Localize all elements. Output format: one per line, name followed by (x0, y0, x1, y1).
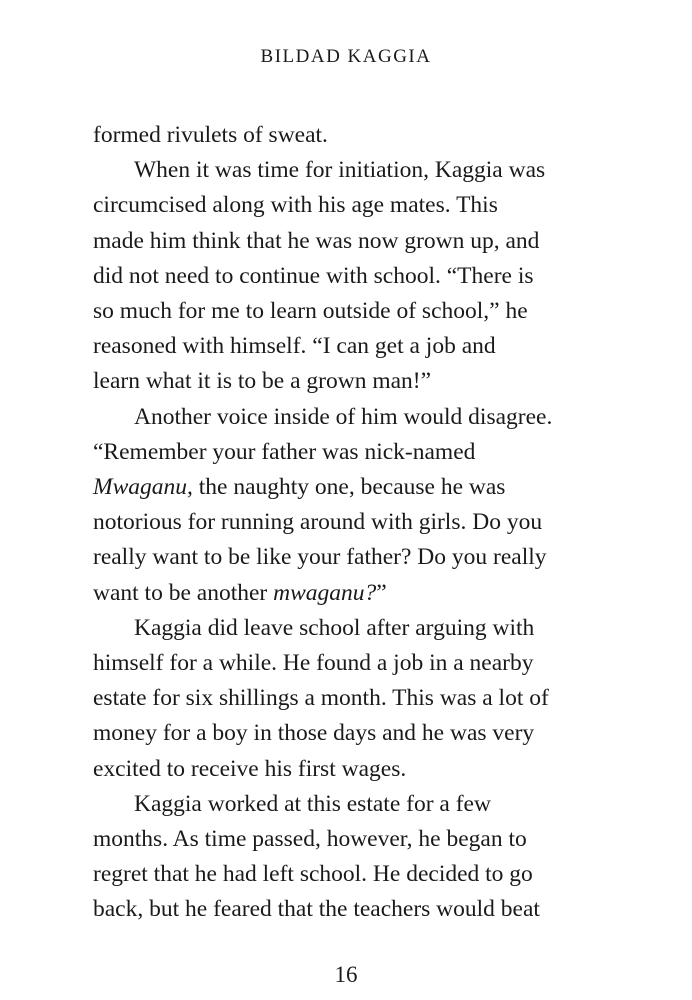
italic-term: Mwaganu (93, 474, 187, 501)
paragraph-first-line: When it was time for initiation, Kaggia was (134, 157, 546, 184)
text-line: “Remember your father was nick-named (93, 438, 476, 465)
text-line: back, but he feared that the teachers would beat (93, 896, 540, 923)
text-line: excited to receive his first wages. (93, 755, 407, 782)
text-line: notorious for running around with girls. Do you (93, 509, 543, 536)
text-run: want to be another (93, 579, 274, 606)
text-run: ” (376, 579, 387, 606)
text-line: formed rivulets of sweat. (93, 122, 328, 148)
text-line (93, 576, 613, 611)
body-text (93, 118, 613, 928)
paragraph-first-line: Kaggia did leave school after arguing with (134, 614, 535, 641)
text-line: months. As time passed, however, he began to (93, 826, 527, 853)
text-line: regret that he had left school. He decided to go (93, 861, 533, 888)
text-line: money for a boy in those days and he was very (93, 720, 535, 747)
text-line (93, 470, 613, 505)
text-run: , the naughty one, because he was (187, 474, 506, 501)
paragraph-first-line: Kaggia worked at this estate for a few (134, 790, 491, 817)
text-line: learn what it is to be a grown man!” (93, 368, 432, 395)
text-line: really want to be like your father? Do you really (93, 544, 547, 571)
paragraph-first-line: Another voice inside of him would disagree. (134, 403, 553, 430)
text-line: himself for a while. He found a job in a nearby (93, 650, 534, 677)
running-head-title: BILDAD KAGGIA (260, 46, 432, 67)
text-line: estate for six shillings a month. This was a lot of (93, 685, 549, 712)
text-line: circumcised along with his age mates. This (93, 192, 498, 219)
text-line: reasoned with himself. “I can get a job and (93, 333, 496, 360)
text-line: did not need to continue with school. “There is (93, 262, 534, 289)
italic-term: mwaganu? (273, 579, 377, 606)
text-line: made him think that he was now grown up, and (93, 227, 540, 254)
page-number: 16 (334, 962, 358, 987)
text-line: so much for me to learn outside of school,” he (93, 298, 528, 325)
